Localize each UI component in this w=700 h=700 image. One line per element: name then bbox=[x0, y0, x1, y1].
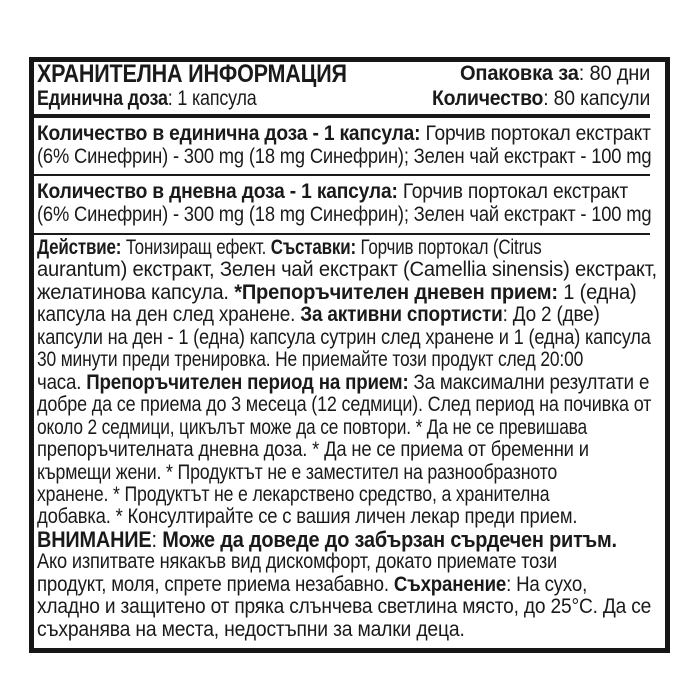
body-text: 1 (една) bbox=[557, 280, 637, 304]
unit-dose-line2-text: (6% Синефрин) - 300 mg (18 mg Синефрин); Зелен чай екстракт - 100 mg bbox=[37, 145, 652, 168]
section-divider-2 bbox=[34, 233, 650, 235]
body-text: : До 2 (две) bbox=[502, 303, 600, 327]
details-line bbox=[37, 439, 589, 461]
unit-dose-section-line1 bbox=[37, 123, 651, 145]
details-line bbox=[37, 259, 657, 281]
unit-dose-section-line2 bbox=[37, 146, 651, 168]
body-text: препоръчителната дневна доза. * Да не се приема от бременни и bbox=[37, 438, 589, 462]
unit-dose-info bbox=[37, 88, 257, 110]
bold-text: За активни спортисти bbox=[300, 303, 503, 327]
package-label: Опаковка за bbox=[459, 62, 579, 85]
details-line bbox=[37, 349, 583, 371]
body-text: продукт, моля, спрете приема незабавно. bbox=[37, 572, 394, 596]
bold-text: Действие: bbox=[37, 236, 122, 259]
body-text: добавка. * Консултирайте се с вашия личен лекар преди прием. bbox=[37, 505, 578, 529]
details-line bbox=[37, 372, 649, 394]
body-text: добре да се приема до 3 месеца (12 седмици). След период на почивка от bbox=[37, 393, 652, 417]
unit-dose-line1-text: Горчив портокал екстракт bbox=[420, 122, 651, 145]
details-line bbox=[37, 394, 651, 416]
details-line bbox=[37, 417, 587, 439]
body-text: : bbox=[151, 526, 163, 552]
body-text: За максимални резултати е bbox=[408, 370, 650, 394]
bold-text: Препоръчителен период на прием: bbox=[86, 370, 409, 394]
details-line bbox=[37, 237, 542, 259]
daily-dose-section-line2 bbox=[37, 204, 651, 226]
body-text: хладно и защитено от пряка слънчева светлина място, до 25°C. Да се bbox=[37, 595, 652, 619]
details-line bbox=[37, 596, 651, 618]
body-text: капсула на ден след хранене. bbox=[37, 303, 301, 327]
details-line bbox=[37, 506, 577, 528]
body-text: часа. bbox=[37, 370, 87, 394]
details-line bbox=[37, 574, 587, 596]
body-text: съхранява на места, недостъпни за малки деца. bbox=[37, 617, 465, 641]
details-line bbox=[37, 327, 651, 349]
quantity-value: : 80 капсули bbox=[543, 87, 650, 110]
title-text: ХРАНИТЕЛНА ИНФОРМАЦИЯ bbox=[37, 60, 347, 88]
package-value: : 80 дни bbox=[578, 62, 650, 85]
body-text: Ако изпитвате някакъв вид дискомфорт, докато приемате този bbox=[37, 550, 558, 574]
daily-dose-line2-text: (6% Синефрин) - 300 mg (18 mg Синефрин); Зелен чай екстракт - 100 mg bbox=[37, 203, 652, 226]
label-title bbox=[37, 61, 347, 87]
quantity-label: Количество bbox=[431, 87, 544, 110]
body-text: aurantum) екстракт, Зелен чай екстракт (Camellia sinensis) екстракт, bbox=[37, 258, 657, 282]
bold-text: *Препоръчителен дневен прием: bbox=[234, 280, 558, 304]
details-line bbox=[37, 619, 465, 641]
details-line bbox=[37, 551, 557, 573]
body-text: желатинова капсула. bbox=[37, 280, 235, 304]
daily-dose-line1-text: Горчив портокал екстракт bbox=[397, 180, 628, 203]
details-line bbox=[37, 282, 637, 304]
details-line bbox=[37, 526, 617, 552]
unit-dose-value: : 1 капсула bbox=[167, 87, 257, 110]
package-info bbox=[460, 63, 650, 85]
details-line bbox=[37, 462, 557, 484]
body-text: капсули на ден - 1 (една) капсула сутрин след хранене и 1 (една) капсула bbox=[37, 325, 651, 349]
body-text: : На сухо, bbox=[506, 572, 588, 596]
header-divider bbox=[34, 114, 650, 118]
body-text: 30 минути преди тренировка. Не приемайте този продукт след 20:00 bbox=[37, 348, 584, 372]
details-line bbox=[37, 484, 549, 506]
bold-text: Съхранение bbox=[393, 572, 507, 596]
body-text: Тонизиращ ефект. bbox=[121, 236, 271, 259]
daily-dose-section-line1 bbox=[37, 181, 628, 203]
body-text: Горчив портокал (Citrus bbox=[355, 236, 542, 259]
section-divider-1 bbox=[34, 174, 650, 176]
quantity-info bbox=[432, 88, 650, 110]
unit-dose-label: Единична доза bbox=[37, 87, 168, 110]
body-text: около 2 седмици, цикълът може да се повтори. * Да не се превишава bbox=[37, 415, 588, 439]
body-text: хранене. * Продуктът не е лекарствено средство, а хранителна bbox=[37, 482, 550, 506]
details-line bbox=[37, 304, 600, 326]
unit-dose-heading: Количество в единична доза - 1 капсула: bbox=[37, 122, 421, 145]
bold-text: Съставки: bbox=[270, 236, 356, 259]
daily-dose-heading: Количество в дневна доза - 1 капсула: bbox=[37, 180, 398, 203]
body-text: кърмещи жени. * Продуктът не е заместител на разнообразното bbox=[37, 460, 558, 484]
bold-text: ВНИМАНИЕ bbox=[37, 526, 152, 552]
bold-text: Може да доведе до забързан сърдечен ритъм. bbox=[162, 526, 617, 552]
